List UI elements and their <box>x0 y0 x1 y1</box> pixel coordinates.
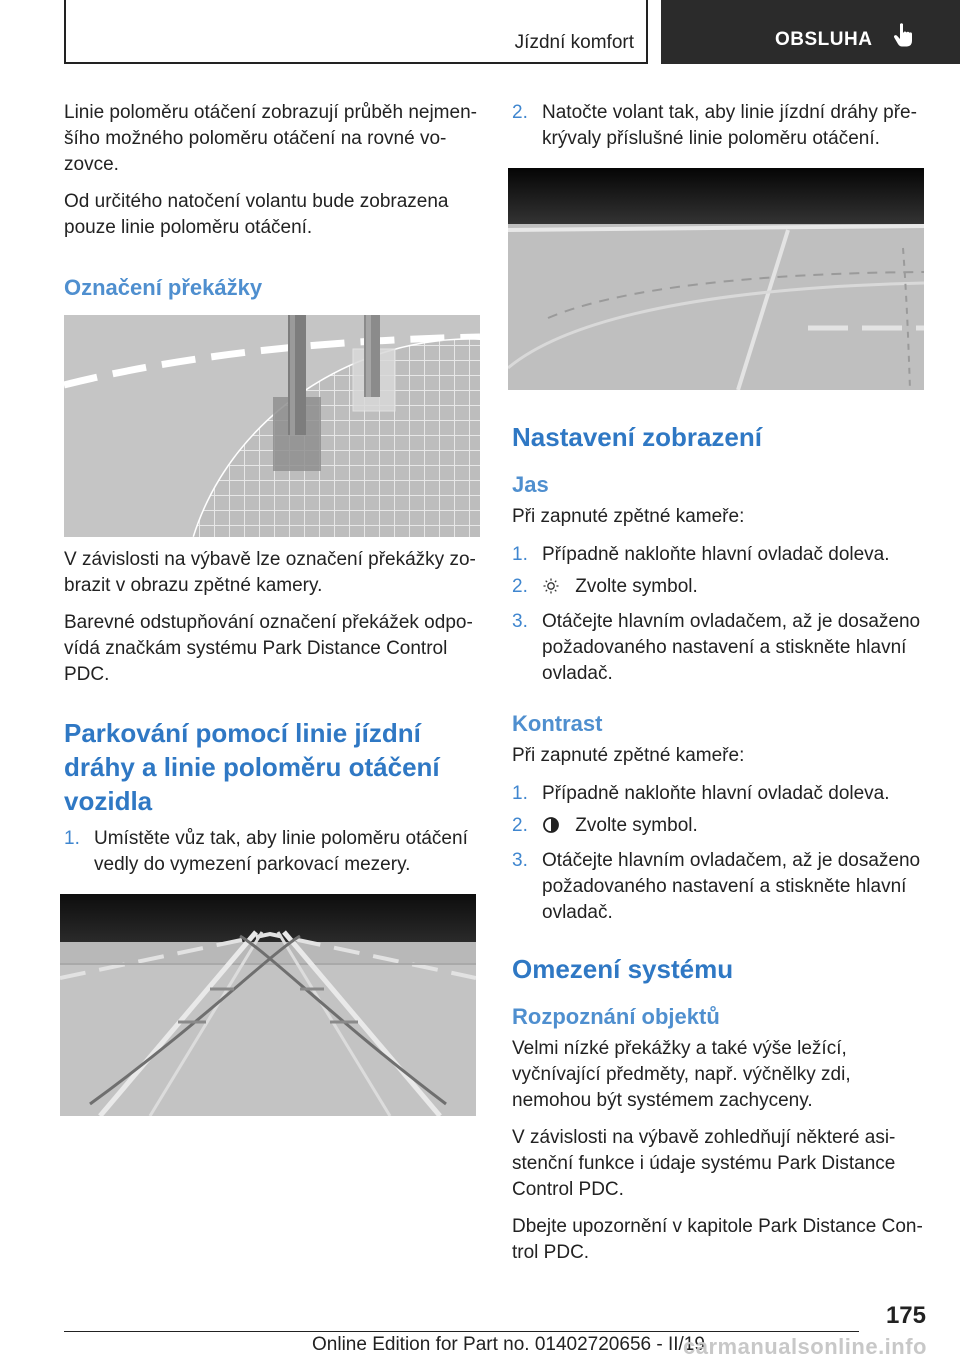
step-text: Natočte volant tak, aby linie jízdní dráhy překrývaly příslušné linie poloměru otáčení. <box>542 102 917 149</box>
step-text: Případně nakloňte hlavní ovladač doleva. <box>542 783 890 804</box>
heading-system-limits: Omezení systému <box>512 954 734 984</box>
hand-pointer-icon <box>893 22 913 53</box>
footer-divider <box>64 1331 859 1332</box>
paragraph: V závislosti na výbavě lze označení překážky zobrazit v obrazu zpětné kamery. <box>64 549 476 596</box>
sun-icon <box>542 577 562 603</box>
header-section-title: OBSLUHA <box>775 29 873 50</box>
step-number: 2. <box>512 815 528 836</box>
paragraph: Velmi nízké překážky a také výše ležící, vyčnívající předměty, např. výčnělky zdi, nemohou být systémem zachyceny. <box>512 1038 851 1111</box>
right-column <box>512 100 928 1277</box>
parking-lines-figure <box>60 894 476 1116</box>
list-item <box>512 542 928 568</box>
paragraph: Při zapnuté zpětné kameře: <box>512 745 745 766</box>
heading-contrast: Kontrast <box>512 711 603 736</box>
paragraph: Při zapnuté zpětné kameře: <box>512 506 745 527</box>
list-item <box>512 574 928 603</box>
list-item <box>512 813 928 842</box>
page-number: 175 <box>885 1302 926 1329</box>
step-text: Případně nakloňte hlavní ovladač doleva. <box>542 544 890 565</box>
paragraph: Linie poloměru otáčení zobrazují průběh nejmenšího možného poloměru otáčení na rovné vozovce. <box>64 102 477 175</box>
heading-brightness: Jas <box>512 472 549 497</box>
step-number: 2. <box>512 102 528 123</box>
steps-continued-list <box>512 100 928 152</box>
paragraph: Dbejte upozornění v kapitole Park Distance Control PDC. <box>512 1216 923 1263</box>
heading-parking-lines: Parkování pomocí linie jízdní dráhy a linie poloměru otáčení vozidla <box>64 718 440 816</box>
step-number: 1. <box>512 783 528 804</box>
contrast-steps-list <box>512 781 928 926</box>
step-text: Umístěte vůz tak, aby linie poloměru otáčení vedly do vymezení parkovací mezery. <box>94 828 468 875</box>
list-item <box>512 848 928 926</box>
brightness-steps-list <box>512 542 928 687</box>
step-number: 2. <box>512 576 528 597</box>
step-text: Zvolte symbol. <box>575 576 698 597</box>
list-item <box>512 100 928 152</box>
step-text: Otáčejte hlavním ovladačem, až je dosaženo požadovaného nastavení a stiskněte hlavní ovladač. <box>542 611 921 684</box>
list-item <box>512 609 928 687</box>
turning-radius-figure <box>508 168 924 390</box>
header-chapter-box <box>64 0 648 64</box>
paragraph: Barevné odstupňování označení překážek odpovídá značkám systému Park Distance Control PDC. <box>64 612 473 685</box>
left-column <box>64 100 480 1116</box>
step-number: 3. <box>512 850 528 871</box>
header-chapter-title: Jízdní komfort <box>514 32 634 53</box>
step-text: Otáčejte hlavním ovladačem, až je dosaženo požadovaného nastavení a stiskněte hlavní ovladač. <box>542 850 921 923</box>
heading-display-settings: Nastavení zobrazení <box>512 422 762 452</box>
heading-object-detection: Rozpoznání objektů <box>512 1004 720 1029</box>
obstacle-marking-figure <box>64 315 480 537</box>
paragraph: Od určitého natočení volantu bude zobrazena pouze linie poloměru otáčení. <box>64 191 449 238</box>
edition-note: Online Edition for Part no. 01402720656 - II/19 <box>312 1334 705 1355</box>
list-item <box>64 826 480 878</box>
header-section-box <box>661 0 960 64</box>
step-number: 1. <box>512 544 528 565</box>
heading-obstacle-marking: Označení překážky <box>64 275 263 300</box>
step-number: 1. <box>64 828 80 849</box>
step-text: Zvolte symbol. <box>575 815 698 836</box>
step-number: 3. <box>512 611 528 632</box>
watermark-logo: carmanualsonline.info <box>683 1334 927 1359</box>
paragraph: V závislosti na výbavě zohledňují některé asistenční funkce i údaje systému Park Distance Control PDC. <box>512 1127 896 1200</box>
parking-steps-list <box>64 826 480 878</box>
list-item <box>512 781 928 807</box>
contrast-icon <box>542 816 562 842</box>
